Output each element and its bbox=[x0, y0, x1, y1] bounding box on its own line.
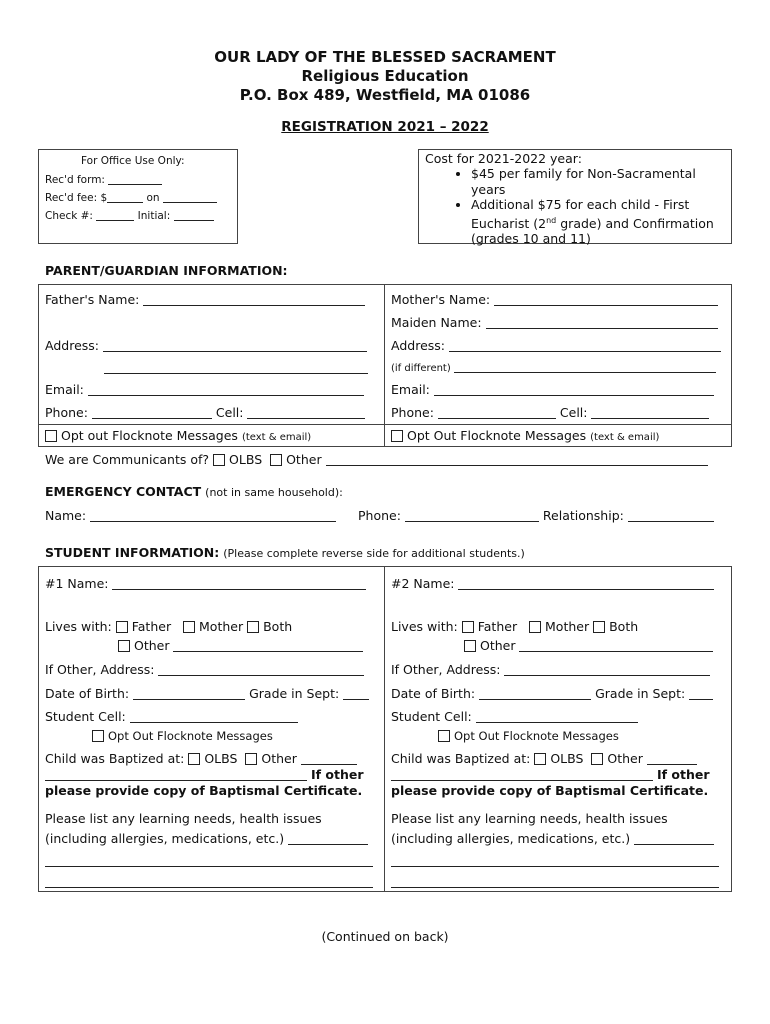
father-optout-row bbox=[45, 428, 311, 443]
s1-baptized-row bbox=[45, 751, 357, 766]
s1-learning-row3 bbox=[45, 853, 373, 868]
emergency-note: (not in same household): bbox=[205, 486, 343, 499]
s1-name-row bbox=[45, 576, 366, 591]
program-name: Religious Education bbox=[301, 67, 469, 85]
office-use-title: For Office Use Only: bbox=[81, 155, 185, 167]
emergency-heading-row bbox=[45, 484, 343, 499]
emergency-name-field[interactable] bbox=[90, 509, 336, 522]
cost-box bbox=[418, 149, 732, 247]
maiden-name-field[interactable] bbox=[486, 316, 718, 329]
s1-cell-label: Student Cell: bbox=[45, 709, 126, 724]
s1-other-address-row bbox=[45, 662, 364, 677]
s2-ifother-row bbox=[391, 767, 710, 782]
mothers-name-label: Mother's Name: bbox=[391, 292, 491, 307]
s1-name-field[interactable] bbox=[112, 577, 366, 590]
s2-grade-label: Grade in Sept: bbox=[595, 686, 686, 701]
emergency-phone-field[interactable] bbox=[405, 509, 539, 522]
s2-lives-row bbox=[391, 619, 638, 634]
s1-father-checkbox[interactable] bbox=[116, 621, 128, 633]
s2-learning-row3 bbox=[391, 853, 719, 868]
s1-lives-row bbox=[45, 619, 292, 634]
father-optout-note: (text & email) bbox=[241, 432, 312, 443]
mother-address-row bbox=[391, 338, 721, 353]
emergency-relationship-field[interactable] bbox=[628, 509, 714, 522]
s1-baptized-label: Child was Baptized at: bbox=[45, 751, 185, 766]
cost-list bbox=[419, 166, 729, 247]
check-label bbox=[45, 208, 214, 222]
registration-title: REGISTRATION 2021 – 2022 bbox=[281, 119, 489, 135]
s2-father-label: Father bbox=[477, 619, 518, 634]
church-name: OUR LADY OF THE BLESSED SACRAMENT bbox=[214, 48, 556, 66]
father-optout-checkbox[interactable] bbox=[45, 430, 57, 442]
s1-both-checkbox[interactable] bbox=[247, 621, 259, 633]
s1-ifother-label: If other bbox=[310, 767, 364, 782]
mother-email-field[interactable] bbox=[434, 383, 714, 396]
mother-optout-row bbox=[391, 428, 659, 443]
s2-mother-label: Mother bbox=[545, 619, 590, 634]
s2-father-checkbox[interactable] bbox=[462, 621, 474, 633]
s1-mother-checkbox[interactable] bbox=[183, 621, 195, 633]
s1-grade-label: Grade in Sept: bbox=[249, 686, 340, 701]
student-divider bbox=[384, 566, 385, 892]
emergency-name-row bbox=[45, 508, 336, 523]
mother-optout-label: Opt Out Flocknote Messages bbox=[407, 428, 587, 443]
communicants-other-checkbox[interactable] bbox=[270, 454, 282, 466]
father-optout-label: Opt out Flocknote Messages bbox=[61, 428, 238, 443]
s1-optout-row bbox=[92, 728, 273, 743]
s2-other-checkbox[interactable] bbox=[464, 640, 476, 652]
s2-learning-field-3[interactable] bbox=[391, 875, 719, 888]
recd-form-label bbox=[45, 172, 162, 186]
s2-cell-row bbox=[391, 709, 638, 724]
cost-item-base: • $45 per family for Non-Sacramental years bbox=[471, 166, 729, 197]
s1-both-label: Both bbox=[263, 619, 293, 634]
s2-learning-row4 bbox=[391, 874, 719, 889]
parent-table-rule bbox=[38, 424, 732, 425]
s1-baptized-other-checkbox[interactable] bbox=[245, 753, 257, 765]
mothers-name-field[interactable] bbox=[494, 293, 718, 306]
maiden-name-row bbox=[391, 315, 718, 330]
father-address-label: Address: bbox=[45, 338, 99, 353]
cost-item-additional-b: grade) and Confirmation (grades 10 and 11) bbox=[471, 215, 714, 247]
s1-learning-row4 bbox=[45, 874, 373, 889]
recd-fee-on: on bbox=[146, 192, 160, 204]
maiden-name-label: Maiden Name: bbox=[391, 315, 482, 330]
s2-grade-field[interactable] bbox=[689, 687, 713, 700]
mother-email-label: Email: bbox=[391, 382, 430, 397]
s2-learning-field-2[interactable] bbox=[391, 854, 719, 867]
recd-form-text: Rec'd form: bbox=[45, 174, 105, 186]
father-cell-field[interactable] bbox=[247, 406, 365, 419]
s1-learning-line2: (including allergies, medications, etc.) bbox=[45, 831, 285, 846]
s2-optout-label: Opt Out Flocknote Messages bbox=[454, 729, 619, 743]
father-address-field-2[interactable] bbox=[104, 361, 368, 374]
student-heading-row bbox=[45, 545, 525, 560]
s1-other-address-label: If Other, Address: bbox=[45, 662, 155, 677]
recd-fee-text: Rec'd fee: $ bbox=[45, 192, 108, 204]
parent-divider bbox=[384, 284, 385, 447]
s1-cell-field[interactable] bbox=[130, 710, 298, 723]
communicants-other-label: Other bbox=[286, 452, 322, 467]
s2-dob-label: Date of Birth: bbox=[391, 686, 476, 701]
s2-mother-checkbox[interactable] bbox=[529, 621, 541, 633]
mother-cell-label: Cell: bbox=[559, 405, 588, 420]
cost-item-additional-a: Additional $75 for each child - First Eucharist (2 bbox=[471, 197, 690, 231]
mother-phone-field[interactable] bbox=[438, 406, 556, 419]
s1-grade-field[interactable] bbox=[343, 687, 369, 700]
fathers-name-label: Father's Name: bbox=[45, 292, 140, 307]
father-email-field[interactable] bbox=[88, 383, 364, 396]
s1-cell-row bbox=[45, 709, 298, 724]
mothers-name-row bbox=[391, 292, 718, 307]
mother-address-label: Address: bbox=[391, 338, 445, 353]
emergency-phone-row bbox=[358, 508, 714, 523]
check-text: Check #: bbox=[45, 210, 93, 222]
father-email-row bbox=[45, 382, 364, 397]
s2-optout-checkbox[interactable] bbox=[438, 730, 450, 742]
recd-fee-field[interactable] bbox=[107, 190, 143, 203]
initial-field[interactable] bbox=[174, 208, 214, 221]
s2-learning-line1: Please list any learning needs, health issues bbox=[391, 811, 668, 826]
s2-optout-row bbox=[438, 728, 619, 743]
s2-lives-label: Lives with: bbox=[391, 619, 458, 634]
fathers-name-field[interactable] bbox=[143, 293, 365, 306]
s2-name-label: #2 Name: bbox=[391, 576, 455, 591]
s2-name-row bbox=[391, 576, 714, 591]
s2-other-address-label: If Other, Address: bbox=[391, 662, 501, 677]
continued-note: (Continued on back) bbox=[321, 929, 449, 944]
recd-fee-label bbox=[45, 190, 217, 204]
mother-address-field-2[interactable] bbox=[454, 360, 716, 373]
emergency-phone-label: Phone: bbox=[358, 508, 401, 523]
mother-phone-row bbox=[391, 405, 709, 420]
s1-name-label: #1 Name: bbox=[45, 576, 109, 591]
s2-learning-line2: (including allergies, medications, etc.) bbox=[391, 831, 631, 846]
s1-other-checkbox[interactable] bbox=[118, 640, 130, 652]
s1-other-address-field[interactable] bbox=[158, 663, 364, 676]
student-note: (Please complete reverse side for additional students.) bbox=[223, 547, 525, 560]
s1-lives-label: Lives with: bbox=[45, 619, 112, 634]
s1-learning-field-1[interactable] bbox=[288, 832, 368, 845]
father-cell-label: Cell: bbox=[215, 405, 244, 420]
parent-heading: PARENT/GUARDIAN INFORMATION: bbox=[45, 263, 288, 278]
s2-cell-field[interactable] bbox=[476, 710, 638, 723]
s1-learning-line1: Please list any learning needs, health issues bbox=[45, 811, 322, 826]
s1-mother-label: Mother bbox=[199, 619, 244, 634]
fathers-name-row bbox=[45, 292, 365, 307]
s2-other-row bbox=[464, 638, 713, 653]
communicants-other-field[interactable] bbox=[326, 453, 708, 466]
cost-item-additional bbox=[471, 197, 729, 247]
s2-baptized-label: Child was Baptized at: bbox=[391, 751, 531, 766]
s2-cell-label: Student Cell: bbox=[391, 709, 472, 724]
mother-optout-note: (text & email) bbox=[590, 432, 660, 443]
communicants-olbs-checkbox[interactable] bbox=[213, 454, 225, 466]
emergency-name-label: Name: bbox=[45, 508, 87, 523]
s1-baptized-olbs-label: OLBS bbox=[204, 751, 238, 766]
s1-father-label: Father bbox=[131, 619, 172, 634]
s1-ifother-row bbox=[45, 767, 364, 782]
s1-learning-field-2[interactable] bbox=[45, 854, 373, 867]
mother-phone-label: Phone: bbox=[391, 405, 434, 420]
s2-name-field[interactable] bbox=[458, 577, 714, 590]
if-different-label: (if different) bbox=[391, 363, 451, 374]
s2-both-label: Both bbox=[609, 619, 639, 634]
s2-baptismal-note: please provide copy of Baptismal Certificate. bbox=[391, 783, 709, 798]
s1-dob-label: Date of Birth: bbox=[45, 686, 130, 701]
s1-learning-field-3[interactable] bbox=[45, 875, 373, 888]
student-heading: STUDENT INFORMATION: bbox=[45, 545, 220, 560]
mother-cell-field[interactable] bbox=[591, 406, 709, 419]
s1-other-label: Other bbox=[134, 638, 170, 653]
s1-optout-checkbox[interactable] bbox=[92, 730, 104, 742]
s1-baptized-place-field[interactable] bbox=[45, 768, 307, 781]
father-email-label: Email: bbox=[45, 382, 84, 397]
s2-ifother-label: If other bbox=[656, 767, 710, 782]
s2-baptized-other-label: Other bbox=[607, 751, 643, 766]
s2-baptized-other-field[interactable] bbox=[647, 752, 697, 765]
mother-address-line2 bbox=[391, 360, 716, 374]
s2-other-address-row bbox=[391, 662, 710, 677]
communicants-olbs-label: OLBS bbox=[229, 452, 263, 467]
s1-optout-label: Opt Out Flocknote Messages bbox=[108, 729, 273, 743]
father-address-row bbox=[45, 338, 367, 353]
s2-both-checkbox[interactable] bbox=[593, 621, 605, 633]
s1-baptized-other-label: Other bbox=[261, 751, 297, 766]
check-number-field[interactable] bbox=[96, 208, 134, 221]
s1-learning-row2 bbox=[45, 831, 368, 846]
s1-dob-field[interactable] bbox=[133, 687, 245, 700]
emergency-heading: EMERGENCY CONTACT bbox=[45, 484, 202, 499]
s2-other-label: Other bbox=[480, 638, 516, 653]
father-address-line2 bbox=[104, 360, 368, 375]
mother-email-row bbox=[391, 382, 714, 397]
cost-item-additional-sup: nd bbox=[546, 215, 557, 225]
address-line: P.O. Box 489, Westfield, MA 01086 bbox=[239, 86, 531, 104]
father-address-field[interactable] bbox=[103, 339, 367, 352]
cost-title: Cost for 2021-2022 year: bbox=[425, 151, 582, 166]
mother-optout-checkbox[interactable] bbox=[391, 430, 403, 442]
s1-baptized-olbs-checkbox[interactable] bbox=[188, 753, 200, 765]
mother-address-field[interactable] bbox=[449, 339, 721, 352]
s2-learning-row2 bbox=[391, 831, 714, 846]
recd-date-field[interactable] bbox=[163, 190, 217, 203]
s2-baptized-row bbox=[391, 751, 697, 766]
s2-other-address-field[interactable] bbox=[504, 663, 710, 676]
father-phone-field[interactable] bbox=[92, 406, 212, 419]
s1-baptismal-note: please provide copy of Baptismal Certificate. bbox=[45, 783, 363, 798]
s2-baptized-olbs-checkbox[interactable] bbox=[534, 753, 546, 765]
s2-baptized-place-field[interactable] bbox=[391, 768, 653, 781]
communicants-label: We are Communicants of? bbox=[45, 452, 210, 467]
s2-other-field[interactable] bbox=[519, 639, 713, 652]
initial-text: Initial: bbox=[137, 210, 171, 222]
s2-dob-field[interactable] bbox=[479, 687, 591, 700]
s1-other-field[interactable] bbox=[173, 639, 363, 652]
s2-baptized-other-checkbox[interactable] bbox=[591, 753, 603, 765]
emergency-relationship-label: Relationship: bbox=[542, 508, 624, 523]
father-phone-label: Phone: bbox=[45, 405, 88, 420]
s1-other-row bbox=[118, 638, 363, 653]
s2-baptized-olbs-label: OLBS bbox=[550, 751, 584, 766]
s2-learning-field-1[interactable] bbox=[634, 832, 714, 845]
father-phone-row bbox=[45, 405, 365, 420]
s1-baptized-other-field[interactable] bbox=[301, 752, 357, 765]
s1-dob-row bbox=[45, 686, 369, 701]
communicants-row bbox=[45, 452, 708, 467]
recd-form-field[interactable] bbox=[108, 172, 162, 185]
s2-dob-row bbox=[391, 686, 713, 701]
office-use-box bbox=[38, 149, 238, 244]
